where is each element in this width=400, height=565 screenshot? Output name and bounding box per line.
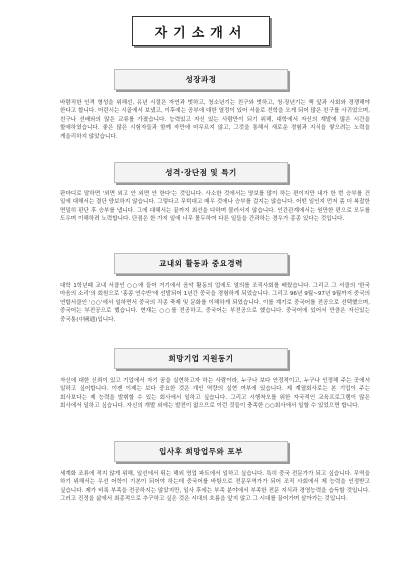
section-body-motivation: 자신에 대한 신뢰이 있고 기업에서 자기 꿈을 실현하고자 하는 사람이라, 누구나 보다 안정적이고, 누구나 인정해 주는 곳에서 일하고 싶어합니다. 이젠 이제는 보다 중요한 것은 개인 역량의 실현 여부에 있습니다. 제 계열회사로는 본 기업이 주는 회사보다는 제 능력을 발휘할 수 있는 회사에서 일하고 싶습니다. 그리고 시행착오를 위한 자국적인 교육프로그램이 많은 회사에서 일하고 싶습니다. 자신의 개발 외에는 발전이 없으므로 이런 것들이 충족한 ○○회사에서 일할 수 있었으면 합니다. [60, 378, 370, 410]
section-body-personality: 판마디로 말하면 '외면 외고 안 외면 안 한다'는 것입니다. 사소한 것에서는 양보를 많이 하는 편이지만 내가 한 번 승부를 건 일에 대해서는 결단 양보하지 않습니다. 그렇다고 무턱대고 매우 것에나 승부를 걸지는 않습니다. 어떤 일인지 먼저 좀 더 복잡한 면밀히 판단 후 승부를 냅니다. 그에 대해서는 끝까지 최선을 다하며 물러서지 않습니다. 인간관계에서는 원만한 편으로 모두를 도우며 이해하려 노력합니다. 단점은 한 가지 일에 너무 몰두하여 다른 일들을 간과하는 경우가 종종 있다는 것입니다. [60, 191, 370, 223]
section-header-growth: 성장과정 [114, 69, 288, 90]
section-body-aspiration: 세계화 조류에 적지 않게 위해, 일선에서 뛰는 해외 영업 파트에서 일하고 싶습니다. 특히 중국 전문가가 되고 싶습니다. 무역을 하기 위해서는 우선 어학이 기본이 되어야 하는데 중국어를 바탕으로 전문무역가가 되어 조직 사회에서 제 능력을 인정받고 싶습니다. 제가 비록 부족을 전공하지는 않았지만, 일사 후에는 부족 분야에서 부족한 전문 지식과 경영능력을 습득할 것입니다. 그러고 진정을 삶에서 최종적으로 추구하고 싶은 것은 시대의 흐름을 앞지 않고 그 시대를 끌어가며 살아가는 것입니다. [60, 471, 370, 503]
section-header-personality: 성격·장단점 및 특기 [114, 162, 288, 183]
section-body-activities: 대학 1학년때 교내 서클인 ○○에 들어 거기에서 음악 활동의 업에도 열의를 조직사회를 배웠습니다. 그리고 그 서클의 '한국 마음의 소리'의 회원으로 '홍콩 연수반'에 선발되어 1년간 중국을 경험하게 되었습니다. 그리고 96년 9월~97년 9월까지 중국의 연합서클인 '○○'에서 일하면서 중국의 각종 축제 및 문화를 이해하게 되었습니다. 이를 계기로 중국어를 전공으로 선택했으며, 중국어는 부전공으로 했습니다. 현재는 ○○를 전공하고, 중국어는 부전공으로 했습니다. 중국어에 있어서 만큼은 자신있는 중국통(中國通)입니다. [60, 283, 370, 323]
document-title: 자기소개서 [132, 16, 270, 46]
section-header-activities: 교내외 활동과 중요경력 [114, 253, 288, 274]
section-header-aspiration: 입사후 희망업무와 포부 [114, 441, 288, 462]
section-header-motivation: 희망기업 지원동기 [114, 348, 288, 369]
section-body-growth: 바람직한 인격 형성을 위해선, 유년 시절은 자연과 벗하고, 청소년기는 친구와 벗하고, 청·장년기는 책 앞과 사회와 경쟁해야 한다고 합니다. 어린시는 시골에서 보냈고, 이후에는 공부에 대한 열정이 있어 서울로 전학을 오게 되어 많은 친구를 사귀었으며, 친구나 선배와의 많은 교류를 가졌습니다. 능력있고 자신 있는 사람만이 되기 위해, 대학에서 자신의 계발에 많은 시간을 할애하였습니다. 좋은 많은 시험자들과 함께 자만에 마무르지 않고, 그것을 통해서 새로운 경험과 지식을 쌓으려는 노력을 게을리하지 않았습니다. [60, 100, 370, 140]
